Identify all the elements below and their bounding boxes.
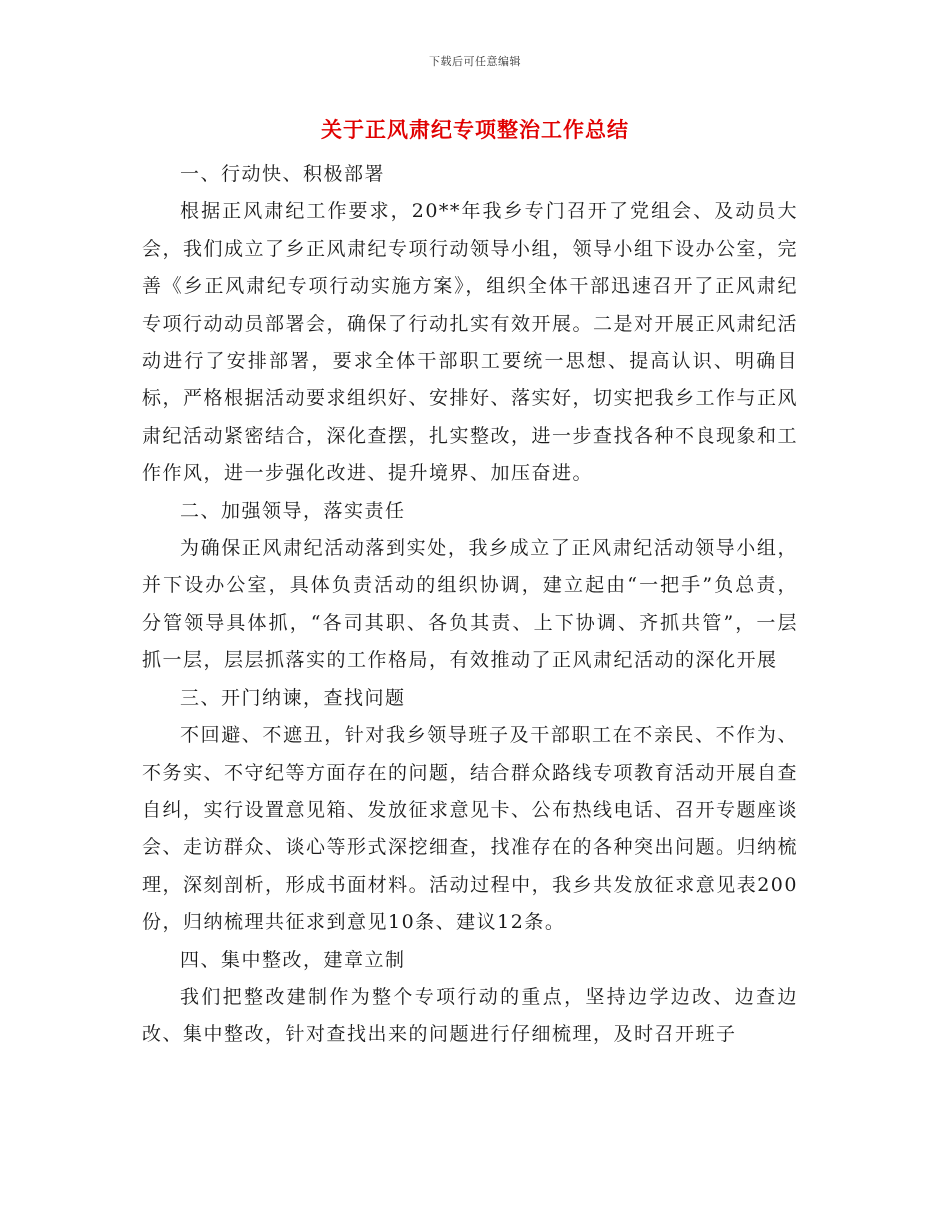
document-body [142,156,798,1054]
header-note: 下载后可任意编辑 [429,55,521,68]
section-body-1: 根据正风肃纪工作要求，20**年我乡专门召开了党组会、及动员大会，我们成立了乡正风肃纪专项行动领导小组，领导小组下设办公室，完善《乡正风肃纪专项行动实施方案》，组织全体干部迅速召开了正风肃纪专项行动动员部署会，确保了行动扎实有效开展。二是对开展正风肃纪活动进行了安排部署，要求全体干部职工要统一思想、提高认识、明确目标，严格根据活动要求组织好、安排好、落实好，切实把我乡工作与正风肃纪活动紧密结合，深化查摆，扎实整改，进一步查找各种不良现象和工作作风，进一步强化改进、提升境界、加压奋进。 [142,200,799,485]
section-body-3: 不回避、不遮丑，针对我乡领导班子及干部职工在不亲民、不作为、不务实、不守纪等方面存在的问题，结合群众路线专项教育活动开展自查自纠，实行设置意见箱、发放征求意见卡、公布热线电话、召开专题座谈会、走访群众、谈心等形式深挖细查，找准存在的各种突出问题。归纳梳理，深刻剖析，形成书面材料。活动过程中，我乡共发放征求意见表200份，归纳梳理共征求到意见10条、建议12条。 [142,724,799,934]
section-heading-4: 四、集中整改，建章立制 [180,948,406,971]
section-body-4: 我们把整改建制作为整个专项行动的重点，坚持边学边改、边查边改、集中整改，针对查找出来的问题进行仔细梳理，及时召开班子 [142,985,798,1046]
section-heading-2: 二、加强领导，落实责任 [180,499,406,522]
section-body-2: 为确保正风肃纪活动落到实处，我乡成立了正风肃纪活动领导小组，并下设办公室，具体负责活动的组织协调，建立起由“一把手”负总责，分管领导具体抓，“各司其职、各负其责、上下协调、齐抓共管”，一层抓一层，层层抓落实的工作格局，有效推动了正风肃纪活动的深化开展 [142,537,798,672]
document-title: 关于正风肃纪专项整治工作总结 [321,117,629,142]
section-heading-1: 一、行动快、积极部署 [180,163,386,185]
section-heading-3: 三、开门纳谏，查找问题 [180,686,406,709]
